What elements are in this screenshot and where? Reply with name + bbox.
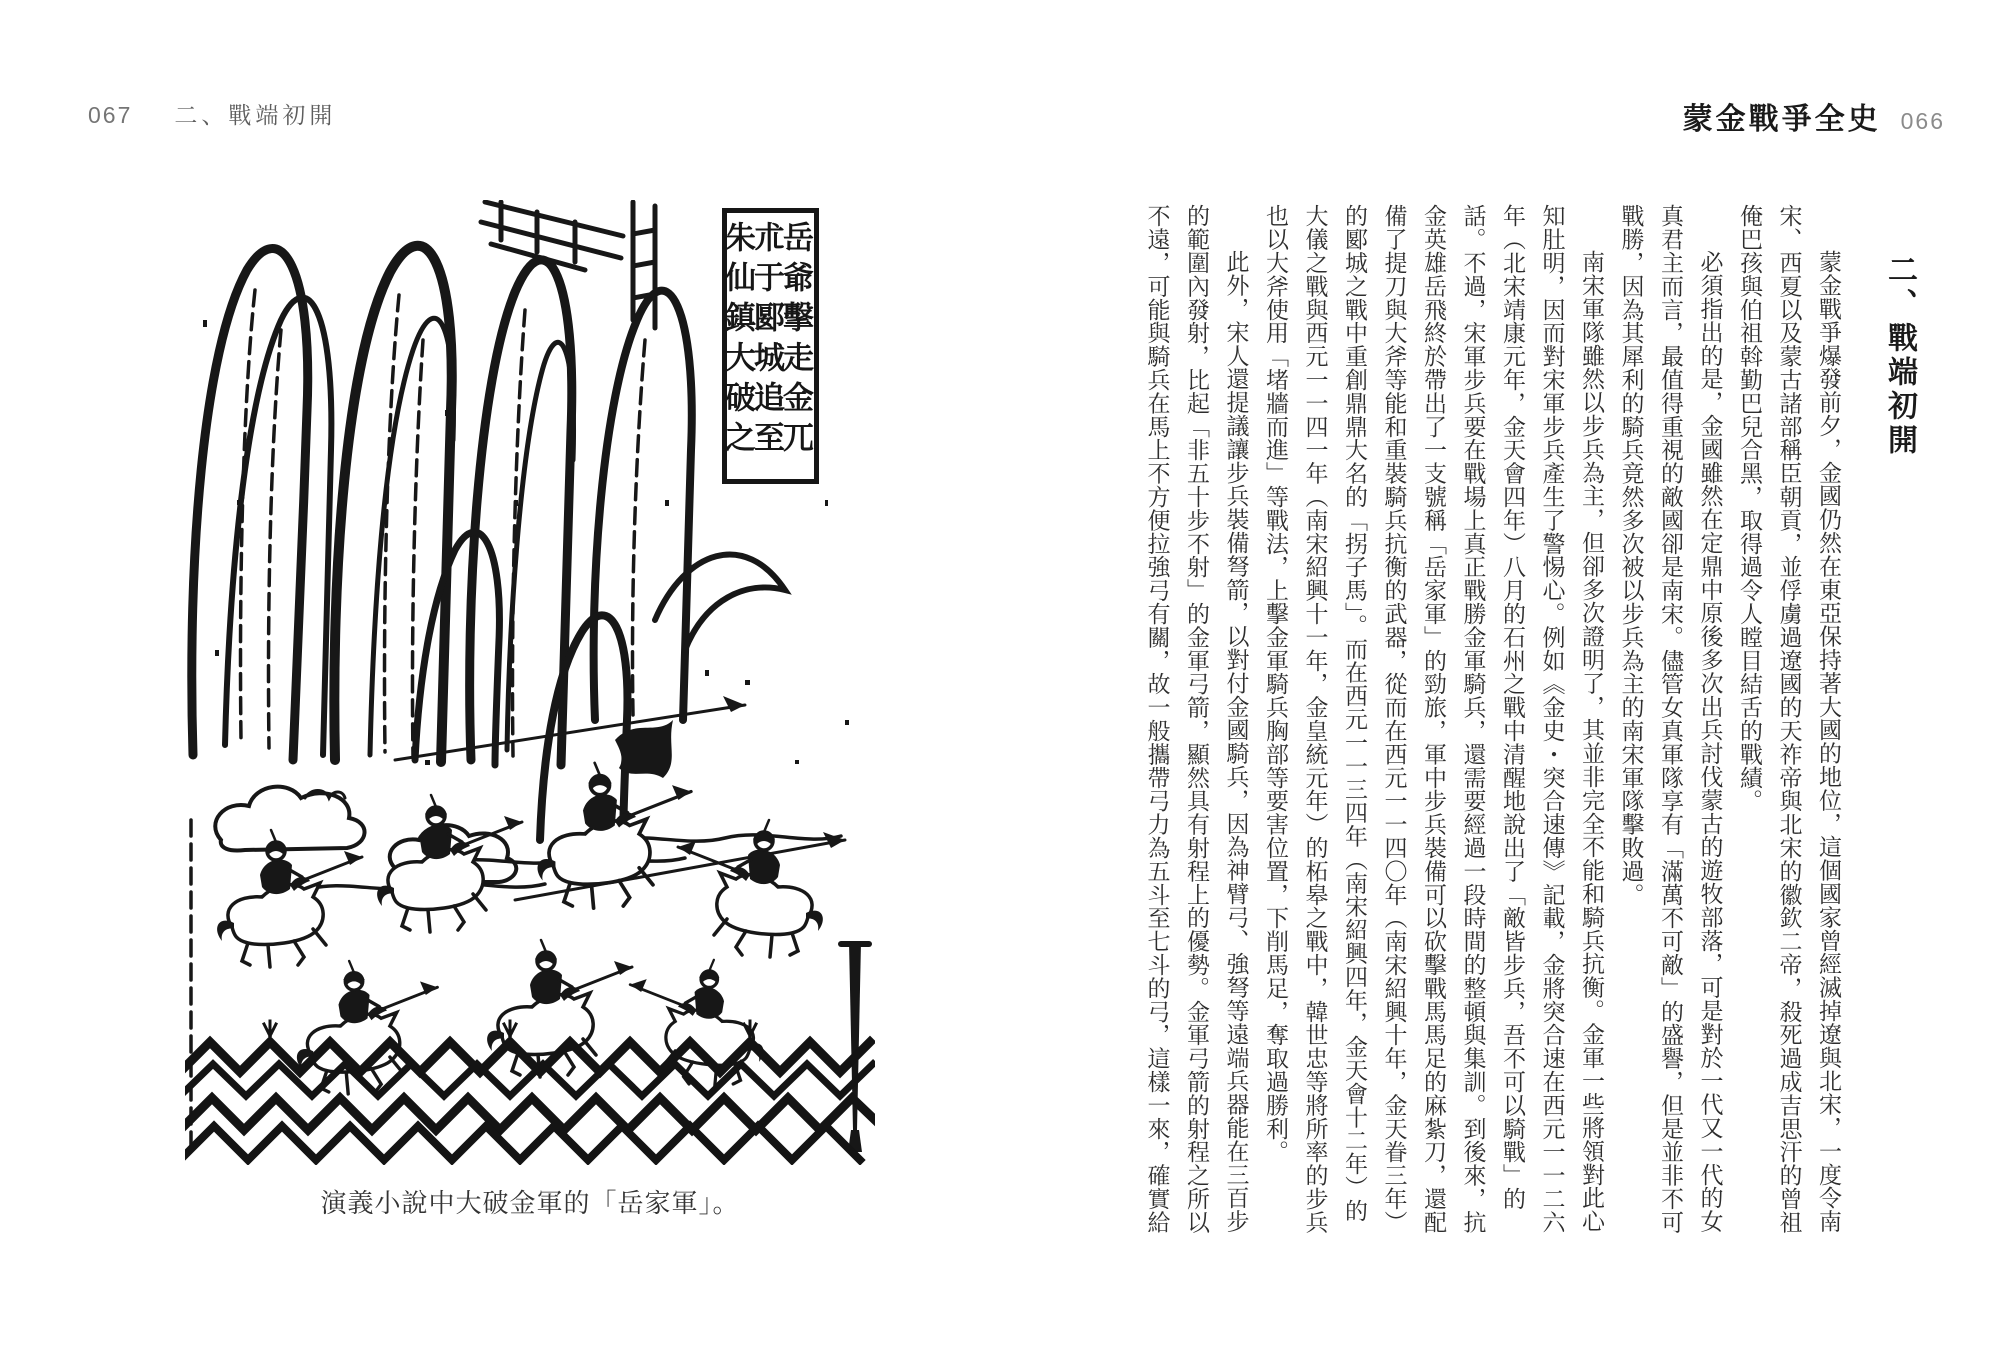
right-running-head (1683, 94, 1945, 138)
woodcut-illustration (185, 200, 875, 1165)
body-paragraph: 必須指出的是，金國雖然在定鼎中原後多次出兵討伐蒙古的遊牧部落，可是對於一代又一代的女真君主而言，最值得重視的敵國卻是南宋。儘管女真軍隊享有「滿萬不可敵」的盛譽，但是並非不可戰勝，因為其犀利的騎兵竟然多次被以步兵為主的南宋軍隊擊敗過。 (1618, 204, 1723, 1234)
book-title: 蒙金戰爭全史 (1682, 103, 1881, 136)
body-paragraph: 此外，宋人還提議讓步兵裝備弩箭，以對付金國騎兵，因為神臂弓、強弩等遠端兵器能在三百步的範圍內發射，比起「非五十步不射」的金軍弓箭，顯然具有射程上的優勢。金軍弓箭的射程之所以不遠，可能與騎兵在馬上不方便拉強弓有關，故一般攜帶弓力為五斗至七斗的弓，這樣一來，確實給 (1144, 204, 1249, 1234)
main-text-block (1137, 204, 1922, 1240)
cartouche-line: 岳爺擊走金兀 (778, 221, 813, 461)
cartouche-line: 朱仙鎮大破之 (720, 221, 755, 461)
chapter-title: 二、戰端初開 (1883, 254, 1916, 458)
body-paragraph: 南宋軍隊雖然以步兵為主，但卻多次證明了，其並非完全不能和騎兵抗衡。金軍一些將領對此心知肚明，因而對宋軍步兵產生了警惕心。例如《金史・突合速傳》記載，金將突合速在西元一一二六年（北宋靖康元年，金天會四年）八月的石州之戰中清醒地說出了「敵皆步兵，吾不可以騎戰」的話。不過，宋軍步兵要在戰場上真正戰勝金軍騎兵，還需要經過一段時間的整頓與集訓。到後來，抗金英雄岳飛終於帶出了一支號稱「岳家軍」的勁旅，軍中步兵裝備可以砍擊戰馬馬足的麻紮刀，還配備了提刀與大斧等能和重裝騎兵抗衡的武器，從而在西元一一四〇年（南宋紹興十年，金天眷三年）的郾城之戰中重創鼎鼎大名的「拐子馬」。而在西元一一三四年（南宋紹興四年，金天會十二年）的大儀之戰與西元一一四一年（南宋紹興十一年，金皇統元年）的柘皋之戰中，韓世忠等將所率的步兵也以大斧使用「堵牆而進」等戰法，上擊金軍騎兵胸部等要害位置，下削馬足，奪取過勝利。 (1263, 204, 1604, 1234)
left-section-label: 二、戰端初開 (174, 102, 337, 128)
illustration-caption: 演義小說中大破金軍的「岳家軍」。 (320, 1188, 740, 1218)
woodcut-cartouche (722, 208, 819, 484)
left-running-head (88, 97, 336, 130)
body-paragraph: 蒙金戰爭爆發前夕，金國仍然在東亞保持著大國的地位，這個國家曾經滅掉遼與北宋，一度令南宋、西夏以及蒙古諸部稱臣朝貢，並俘虜過遼國的天祚帝與北宋的徽欽二帝，殺死過成吉思汗的曾祖俺巴孩與伯祖斡勤巴兒合黑，取得過令人瞠目結舌的戰績。 (1737, 204, 1841, 1234)
right-page-number: 066 (1900, 108, 1945, 134)
cartouche-line: 朮于郾城追至 (749, 221, 784, 461)
left-page-number: 067 (88, 102, 133, 128)
